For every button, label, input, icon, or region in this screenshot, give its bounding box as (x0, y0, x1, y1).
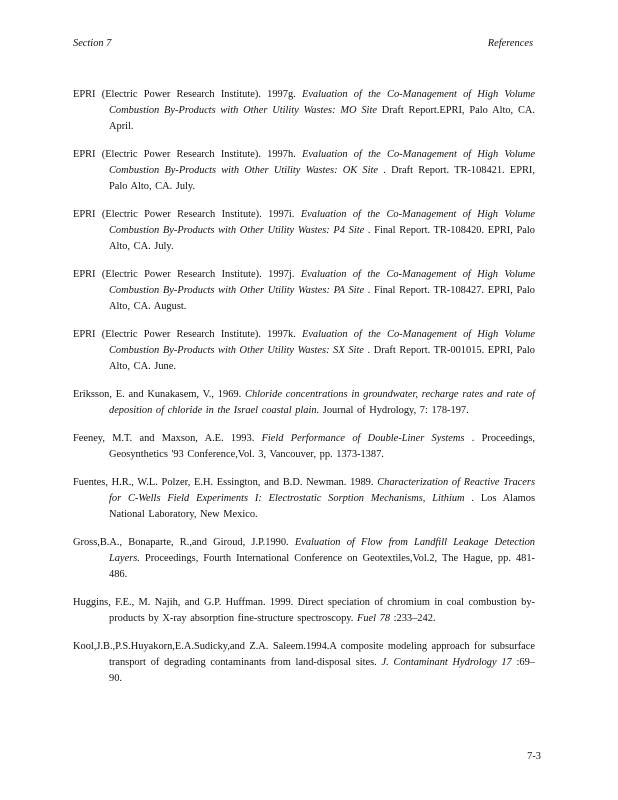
reference-title: Fuel 78 (357, 613, 391, 625)
running-header-section: Section 7 (73, 38, 112, 49)
reference-title: Evaluation of the Co-Management of High Volume Combustion By-Products with Other Utility Wastes: PA Site (109, 269, 535, 297)
reference-entry: Eriksson, E. and Kunakasem, V., 1969. Chloride concentrations in groundwater, recharge rates and rate of deposition of chloride in the Israel coastal plain. Journal of Hydrology, 7: 178-197. (73, 389, 535, 417)
reference-title: Evaluation of the Co-Management of High Volume Combustion By-Products with Other Utility Wastes: P4 Site (109, 209, 535, 237)
reference-title: Evaluation of the Co-Management of High Volume Combustion By-Products with Other Utility Wastes: MO Site (109, 89, 535, 117)
reference-title: Evaluation of the Co-Management of High Volume Combustion By-Products with Other Utility Wastes: OK Site (109, 149, 535, 177)
reference-entry: EPRI (Electric Power Research Institute). 1997h. Evaluation of the Co-Management of High Volume Combustion By-Products with Other Utility Wastes: OK Site . Draft Report. TR-108421. EPRI, Palo Alto, CA. July. (73, 149, 535, 193)
reference-entry: Kool,J.B.,P.S.Huyakorn,E.A.Sudicky,and Z.A. Saleem.1994.A composite modeling approach for subsurface transport of degrading contaminants from land-disposal sites. J. Contaminant Hydrology 17 :69–90. (73, 641, 535, 685)
reference-list (73, 77, 535, 698)
reference-title: Chloride concentrations in groundwater, recharge rates and rate of deposition of chloride in the Israel coastal plain. (109, 389, 535, 417)
reference-entry: Fuentes, H.R., W.L. Polzer, E.H. Essington, and B.D. Newman. 1989. Characterization of Reactive Tracers for C-Wells Field Experiments I: Electrostatic Sorption Mechanisms, Lithium . Los Alamos National Laboratory, New Mexico. (73, 477, 536, 521)
reference-entry: EPRI (Electric Power Research Institute). 1997i. Evaluation of the Co-Management of High Volume Combustion By-Products with Other Utility Wastes: P4 Site . Final Report. TR-108420. EPRI, Palo Alto, CA. July. (73, 209, 535, 253)
reference-entry: EPRI (Electric Power Research Institute). 1997g. Evaluation of the Co-Management of High Volume Combustion By-Products with Other Utility Wastes: MO Site Draft Report.EPRI, Palo Alto, CA. April. (73, 89, 536, 133)
reference-title: Evaluation of the Co-Management of High Volume Combustion By-Products with Other Utility Wastes: SX Site (109, 329, 535, 357)
reference-title: Evaluation of Flow from Landfill Leakage Detection Layers. (109, 537, 536, 565)
reference-entry: EPRI (Electric Power Research Institute). 1997k. Evaluation of the Co-Management of High Volume Combustion By-Products with Other Utility Wastes: SX Site . Draft Report. TR-001015. EPRI, Palo Alto, CA. June. (73, 329, 536, 373)
reference-title: J. Contaminant Hydrology 17 (381, 657, 512, 669)
reference-entry: Feeney, M.T. and Maxson, A.E. 1993. Field Performance of Double-Liner Systems . Proceedings, Geosynthetics '93 Conference,Vol. 3, Vancouver, pp. 1373-1387. (73, 433, 535, 461)
running-header-title: References (487, 38, 533, 49)
page-number: 7-3 (527, 751, 541, 762)
reference-entry: Huggins, F.E., M. Najih, and G.P. Huffman. 1999. Direct speciation of chromium in coal combustion by-products by X-ray absorption fine-structure spectroscopy. Fuel 78 :233–242. (73, 597, 535, 625)
reference-entry: EPRI (Electric Power Research Institute). 1997j. Evaluation of the Co-Management of High Volume Combustion By-Products with Other Utility Wastes: PA Site . Final Report. TR-108427. EPRI, Palo Alto, CA. August. (73, 269, 536, 313)
reference-title: Field Performance of Double-Liner Systems (261, 433, 465, 445)
reference-title: Characterization of Reactive Tracers for C-Wells Field Experiments I: Electrostatic Sorption Mechanisms, Lithium (109, 477, 535, 505)
reference-entry: Gross,B.A., Bonaparte, R.,and Giroud, J.P.1990. Evaluation of Flow from Landfill Leakage Detection Layers. Proceedings, Fourth International Conference on Geotextiles,Vol.2, The Hague, pp. 481-486. (73, 537, 536, 581)
